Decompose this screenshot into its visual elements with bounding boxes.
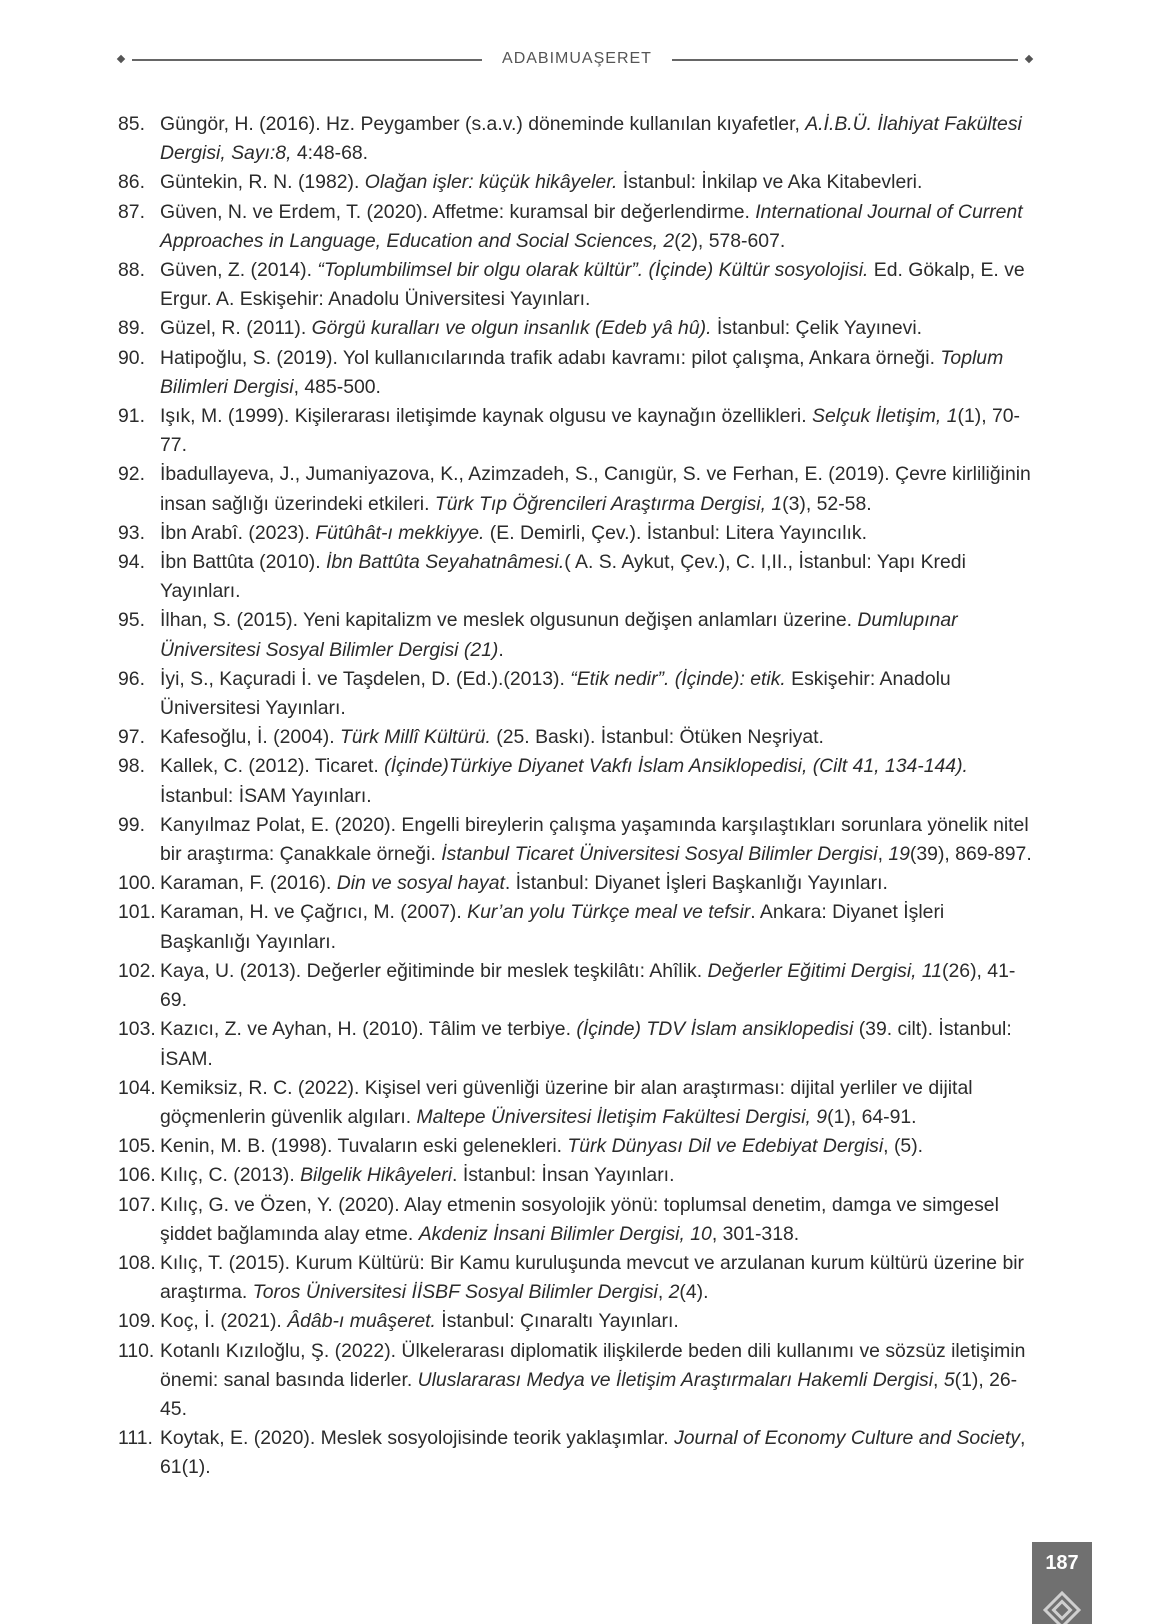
reference-text: Karaman, H. ve Çağrıcı, M. (2007). [160, 901, 468, 924]
reference-number: 90. [118, 346, 145, 369]
reference-number: 92. [118, 463, 145, 486]
reference-italic-text: Maltepe Üniversitesi İletişim Fakültesi Dergisi, 9 [416, 1105, 828, 1128]
reference-text: . Ankara: Diyanet İşleri Başkanlığı Yayınları. [160, 901, 945, 953]
reference-number: 110. [118, 1339, 155, 1362]
reference-text: Ed. Gökalp, E. ve Ergur. A. Eskişehir: Anadolu Üniversitesi Yayınları. [160, 259, 1025, 311]
reference-italic-text: Kur’an yolu Türkçe meal ve tefsir [467, 901, 751, 924]
reference-number: 104. [118, 1076, 156, 1099]
reference-text: (39), 869-897. [909, 843, 1032, 866]
reference-italic-text: Görgü kuralları ve olgun insanlık (Edeb yâ hû). [311, 317, 712, 340]
reference-text: İstanbul: Çelik Yayınevi. [711, 317, 923, 340]
reference-italic-text: Toros Üniversitesi İİSBF Sosyal Bilimler Dergisi [252, 1281, 658, 1304]
reference-item [118, 168, 1034, 197]
reference-item [118, 460, 1034, 518]
reference-italic-text: Uluslararası Medya ve İletişim Araştırmaları Hakemli Dergisi [417, 1368, 934, 1391]
reference-item [118, 1074, 1034, 1132]
reference-text: İstanbul: İnkilap ve Aka Kitabevleri. [617, 171, 923, 194]
reference-number: 87. [118, 200, 145, 223]
reference-italic-text: Dumlupınar Üniversitesi Sosyal Bilimler Dergisi (21) [160, 609, 958, 661]
reference-item [118, 1015, 1034, 1073]
reference-number: 111. [118, 1427, 153, 1450]
reference-number: 96. [118, 667, 145, 690]
reference-item [118, 548, 1034, 606]
reference-number: 97. [118, 726, 145, 749]
reference-italic-text: 5 [943, 1368, 955, 1391]
reference-item [118, 198, 1034, 256]
reference-text: . [498, 638, 504, 661]
reference-text: , (5). [883, 1135, 924, 1158]
reference-number: 89. [118, 317, 145, 340]
reference-number: 98. [118, 755, 145, 778]
reference-italic-text: 2 [668, 1281, 680, 1304]
reference-item [118, 723, 1034, 752]
reference-item [118, 256, 1034, 314]
reference-text: , 485-500. [293, 375, 381, 398]
reference-italic-text: (İçinde) TDV İslam ansiklopedisi [576, 1018, 854, 1041]
reference-number: 102. [118, 959, 156, 982]
reference-text: , [933, 1368, 944, 1391]
reference-italic-text: Journal of Economy Culture and Society [674, 1427, 1021, 1450]
reference-item [118, 1337, 1034, 1425]
reference-number: 95. [118, 609, 145, 632]
reference-number: 105. [118, 1135, 156, 1158]
reference-text: Güngör, H. (2016). Hz. Peygamber (s.a.v.) döneminde kullanılan kıyafetler, [160, 113, 806, 135]
reference-text: (1), 26-45. [160, 1368, 1018, 1420]
reference-number: 106. [118, 1164, 156, 1187]
reference-text: Koç, İ. (2021). [160, 1310, 288, 1333]
reference-text: İbn Battûta (2010). [160, 551, 327, 574]
reference-item [118, 314, 1034, 343]
reference-number: 93. [118, 521, 145, 544]
reference-item [118, 898, 1034, 956]
reference-text: , 301-318. [711, 1222, 800, 1245]
reference-text: Eskişehir: Anadolu Üniversitesi Yayınları. [160, 667, 951, 720]
reference-text: Kılıç, G. ve Özen, Y. (2020). Alay etmenin sosyolojik yönü: toplumsal denetim, damga ve simgesel şiddet bağlamında alay etme. [160, 1193, 999, 1245]
reference-text: Hatipoğlu, S. (2019). Yol kullanıcılarında trafik adabı kavramı: pilot çalışma, Ankara örneği. [160, 346, 941, 369]
reference-number: 99. [118, 813, 145, 836]
reference-item [118, 869, 1034, 898]
reference-text: Kafesoğlu, İ. (2004). [160, 726, 341, 749]
reference-italic-text: Türk Dünyası Dil ve Edebiyat Dergisi [567, 1135, 884, 1158]
reference-item [118, 957, 1034, 1015]
reference-text: İstanbul: Çınaraltı Yayınları. [435, 1310, 679, 1333]
reference-italic-text: “Etik nedir”. (İçinde): etik. [570, 667, 786, 690]
reference-number: 100. [118, 872, 156, 895]
reference-item [118, 1249, 1034, 1307]
reference-italic-text: Değerler Eğitimi Dergisi, 11 [707, 959, 943, 982]
reference-text: . İstanbul: Diyanet İşleri Başkanlığı Yayınları. [504, 872, 888, 895]
reference-number: 88. [118, 259, 145, 282]
reference-italic-text: Din ve sosyal hayat [336, 872, 505, 895]
header-diamond-left [117, 55, 125, 63]
reference-italic-text: Bilgelik Hikâyeleri [300, 1164, 453, 1187]
reference-text: Işık, M. (1999). Kişilerarası iletişimde kaynak olgusu ve kaynağın özellikleri. [160, 405, 813, 428]
reference-italic-text: Fütûhât-ı mekkiyye. [315, 521, 485, 544]
page-number-box [1032, 1542, 1092, 1624]
reference-item [118, 110, 1034, 168]
reference-italic-text: Olağan işler: küçük hikâyeler. [364, 171, 618, 194]
reference-text: (1), 64-91. [827, 1105, 917, 1128]
reference-item [118, 344, 1034, 402]
reference-number: 94. [118, 551, 145, 574]
reference-text: , [877, 843, 889, 866]
reference-italic-text: Âdâb-ı muâşeret. [287, 1310, 436, 1333]
reference-italic-text: Türk Millî Kültürü. [340, 726, 491, 749]
reference-text: (4). [679, 1281, 709, 1304]
reference-number: 108. [118, 1251, 156, 1274]
reference-italic-text: Selçuk İletişim, 1 [812, 405, 958, 428]
reference-number: 101. [118, 901, 156, 924]
reference-text: Güven, Z. (2014). [160, 259, 318, 282]
reference-text: , [657, 1281, 669, 1304]
reference-text: (2), 578-607. [674, 229, 786, 252]
reference-item [118, 1161, 1034, 1190]
header-rule-left [132, 59, 482, 61]
reference-text: Karaman, F. (2016). [160, 872, 337, 895]
reference-italic-text: Akdeniz İnsani Bilimler Dergisi, 10 [418, 1222, 712, 1245]
reference-text: (39. cilt). İstanbul: İSAM. [160, 1018, 1012, 1070]
reference-text: (25. Baskı). İstanbul: Ötüken Neşriyat. [490, 726, 824, 749]
reference-text: (26), 41-69. [160, 959, 1016, 1012]
running-header-title: ADABIMUAŞERET [502, 50, 652, 67]
running-header [116, 48, 1034, 72]
reference-text: . İstanbul: İnsan Yayınları. [452, 1164, 675, 1187]
reference-text: Kaya, U. (2013). Değerler eğitiminde bir meslek teşkilâtı: Ahîlik. [160, 959, 708, 982]
reference-italic-text: Türk Tıp Öğrencileri Araştırma Dergisi, 1 [434, 492, 783, 515]
header-rule-right [672, 59, 1018, 61]
reference-item [118, 1424, 1034, 1482]
reference-number: 103. [118, 1018, 156, 1041]
reference-text: Kotanlı Kızıloğlu, Ş. (2022). Ülkelerarası diplomatik ilişkilerde beden dili kullanımı ve sözsüz iletişimin önemi: sanal basında liderler. [160, 1339, 1026, 1391]
reference-item [118, 811, 1034, 869]
reference-text: (1), 70-77. [160, 405, 1020, 457]
header-diamond-right [1025, 55, 1033, 63]
reference-list [118, 110, 1034, 1483]
reference-text: İlhan, S. (2015). Yeni kapitalizm ve meslek olgusunun değişen anlamları üzerine. [160, 609, 858, 632]
reference-text: İyi, S., Kaçuradi İ. ve Taşdelen, D. (Ed.).(2013). [160, 667, 571, 690]
reference-italic-text: “Toplumbilimsel bir olgu olarak kültür”. (İçinde) Kültür sosyolojisi. [317, 259, 869, 282]
reference-item [118, 1132, 1034, 1161]
reference-text: Kenin, M. B. (1998). Tuvaların eski gelenekleri. [160, 1135, 568, 1158]
reference-item [118, 665, 1034, 723]
reference-item [118, 402, 1034, 460]
reference-text: ( A. S. Aykut, Çev.), C. I,II., İstanbul: Yapı Kredi Yayınları. [160, 551, 966, 603]
reference-text: (E. Demirli, Çev.). İstanbul: Litera Yayıncılık. [484, 521, 867, 544]
reference-italic-text: Toplum Bilimleri Dergisi [160, 346, 1004, 398]
reference-item [118, 1191, 1034, 1249]
reference-text: İbn Arabî. (2023). [160, 521, 316, 544]
reference-text: Kemiksiz, R. C. (2022). Kişisel veri güvenliği üzerine bir alan araştırması: dijital yerliler ve dijital göçmenlerin güvenlik algıları. [160, 1076, 973, 1128]
reference-italic-text: International Journal of Current Approaches in Language, Education and Social Sciences, 2 [160, 200, 1023, 252]
reference-item [118, 752, 1034, 810]
reference-italic-text: İbn Battûta Seyahatnâmesi. [326, 551, 565, 574]
reference-text: İstanbul: İSAM Yayınları. [160, 784, 372, 807]
reference-number: 109. [118, 1310, 156, 1333]
reference-italic-text: İstanbul Ticaret Üniversitesi Sosyal Bilimler Dergisi [441, 843, 878, 866]
reference-number: 91. [118, 405, 145, 428]
reference-italic-text: 19 [888, 843, 910, 866]
reference-number: 86. [118, 171, 145, 194]
reference-number: 107. [118, 1193, 156, 1216]
reference-text: Koytak, E. (2020). Meslek sosyolojisinde teorik yaklaşımlar. [160, 1427, 675, 1450]
reference-text: , 61(1). [160, 1427, 1026, 1479]
reference-item [118, 519, 1034, 548]
reference-number: 85. [118, 113, 145, 135]
reference-item [118, 606, 1034, 664]
reference-text: Kılıç, C. (2013). [160, 1164, 301, 1187]
reference-text: Güzel, R. (2011). [160, 317, 312, 340]
reference-text: (3), 52-58. [782, 492, 872, 515]
reference-italic-text: (İçinde)Türkiye Diyanet Vakfı İslam Ansiklopedisi, (Cilt 41, 134-144). [384, 755, 968, 778]
reference-text: Kılıç, T. (2015). Kurum Kültürü: Bir Kamu kuruluşunda mevcut ve arzulanan kurum kültürü üzerine bir araştırma. [160, 1251, 1024, 1304]
page-number: 187 [1045, 1552, 1079, 1574]
reference-text: Kazıcı, Z. ve Ayhan, H. (2010). Tâlim ve terbiye. [160, 1018, 577, 1041]
reference-text: İbadullayeva, J., Jumaniyazova, K., Azimzadeh, S., Canıgür, S. ve Ferhan, E. (2019). Çevre kirliliğinin insan sağlığı üzerindeki etkileri. [160, 463, 1031, 515]
reference-item [118, 1307, 1034, 1336]
ornament-icon [1042, 1590, 1082, 1624]
reference-text: Kanyılmaz Polat, E. (2020). Engelli bireylerin çalışma yaşamında karşılaştıkları sorunlara yönelik nitel bir araştırma: Çanakkale örneği. [160, 813, 1029, 866]
reference-text: Güntekin, R. N. (1982). [160, 171, 365, 194]
reference-italic-text: A.İ.B.Ü. İlahiyat Fakültesi Dergisi, Sayı:8, [160, 113, 1022, 165]
reference-text: Kallek, C. (2012). Ticaret. [160, 755, 385, 778]
reference-text: 4:48-68. [291, 142, 369, 165]
reference-text: Güven, N. ve Erdem, T. (2020). Affetme: kuramsal bir değerlendirme. [160, 200, 756, 223]
